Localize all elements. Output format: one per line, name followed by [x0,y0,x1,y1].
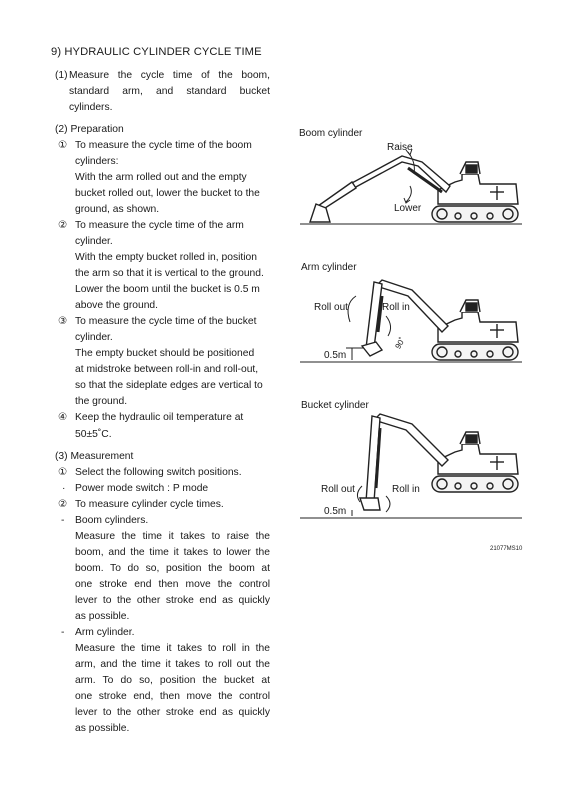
prep-item-4 [55,410,270,443]
step-1-line: cylinders. [69,102,113,113]
text-line: Measure the time it takes to roll in the [75,643,270,654]
text-line: ground, as shown. [75,204,160,215]
prep-item-4-marker: ④ [58,412,68,423]
roll-in-arrow [386,496,390,512]
text-line: cylinders: [75,156,119,167]
preparation-heading: (2) Preparation [55,124,124,135]
arm-cylinder-block [55,625,270,737]
raise-label: Raise [387,142,413,153]
track [432,344,518,360]
bucket [360,498,380,510]
text-line: arm, and the time it takes to roll out the [75,659,270,670]
text-line: To measure the cycle time of the arm [75,220,244,231]
prep-item-1 [55,138,270,218]
prep-item-3 [55,314,270,410]
upper-body [438,174,518,204]
roll-in-label: Roll in [382,302,410,313]
text-line: as possible. [75,611,130,622]
bucket-figure-title: Bucket cylinder [301,400,369,411]
boom-figure-title: Boom cylinder [299,128,363,139]
upper-body [438,444,518,474]
text-line: at midstroke between roll-in and roll-out, [75,364,259,375]
excavator-drawing [346,280,518,360]
dash-marker: - [61,515,65,526]
text-line: boom. To do so, position the boom at [75,563,270,574]
roll-out-label: Roll out [314,302,348,313]
meas-item-2-marker: ② [58,499,68,510]
text-line: cylinder. [75,236,113,247]
text-line: Keep the hydraulic oil temperature at [75,412,244,423]
lower-label: Lower [394,203,422,214]
text-line: To measure the cycle time of the boom [75,140,252,151]
angle-label: 90˚ [393,335,407,351]
cab-window [466,165,477,173]
text-line: 50±5˚C. [75,429,112,440]
boom [374,414,448,466]
meas-item-2 [55,497,270,513]
text-line: Arm cylinder. [75,627,135,638]
boom-cylinder-figure [290,122,530,232]
text-line: lever to the other stroke end as quickly [75,595,270,606]
text-line: To measure the cycle time of the bucket [75,316,257,327]
prep-item-1-marker: ① [58,140,68,151]
roll-in-arrow [386,316,391,336]
text-line: With the empty bucket rolled in, position [75,252,258,263]
text-line: Boom cylinders. [75,515,149,526]
figure-code: 21077MS10 [490,546,523,552]
text-column [55,68,270,737]
bullet-marker: · [62,483,66,494]
roll-out-arrow [348,296,356,322]
text-line: as possible. [75,723,130,734]
bucket-cylinder-figure [290,394,530,522]
power-mode-line [55,481,270,497]
text-line: With the arm rolled out and the empty [75,172,247,183]
step-1-line: standard arm, and standard bucket [69,86,270,97]
prep-item-2 [55,218,270,314]
cab-window [466,435,477,443]
text-line: Select the following switch positions. [75,467,242,478]
lower-arrow [406,186,411,202]
text-line: Power mode switch : P mode [75,483,209,494]
text-line: the arm so that it is vertical to the ground. [75,268,264,279]
height-label: 0.5m [324,350,347,361]
meas-item-1-marker: ① [58,467,68,478]
boom-cylinders-block [55,513,270,625]
step-1 [55,68,270,116]
roll-out-label: Roll out [321,484,355,495]
excavator-drawing [352,414,518,516]
cab-window [466,303,477,311]
step-1-marker: (1) [55,70,68,81]
text-line: one stroke end then move the control [75,579,270,590]
text-line: boom, and the time it takes to lower the [75,547,270,558]
text-line: The empty bucket should be positioned [75,348,255,359]
upper-body [438,312,518,342]
track [432,206,518,222]
arm-figure-title: Arm cylinder [301,262,357,273]
text-line: To measure cylinder cycle times. [75,499,224,510]
height-label: 0.5m [324,506,347,517]
track [432,476,518,492]
roll-in-label: Roll in [392,484,420,495]
arm-cylinder-figure [290,256,530,368]
arm [318,182,356,210]
dash-marker: - [61,627,65,638]
text-line: one stroke end, then move the control [75,691,270,702]
prep-item-3-marker: ③ [58,316,68,327]
prep-item-2-marker: ② [58,220,68,231]
text-line: above the ground. [75,300,159,311]
text-line: Measure the time it takes to raise the [75,531,270,542]
text-line: lever to the other stroke end as quickly [75,707,270,718]
text-line: so that the sideplate edges are vertical to [75,380,263,391]
measurement-heading: (3) Measurement [55,451,134,462]
text-line: cylinder. [75,332,113,343]
bucket [362,342,382,356]
step-1-line: Measure the cycle time of the boom, [69,70,270,81]
text-line: the ground. [75,396,128,407]
text-line: bucket rolled out, lower the bucket to the [75,188,260,199]
meas-item-1 [55,465,270,481]
text-line: arm. To do so, position the bucket at [75,675,270,686]
text-line: Lower the boom until the bucket is 0.5 m [75,284,260,295]
section-title: 9) HYDRAULIC CYLINDER CYCLE TIME [51,46,262,58]
